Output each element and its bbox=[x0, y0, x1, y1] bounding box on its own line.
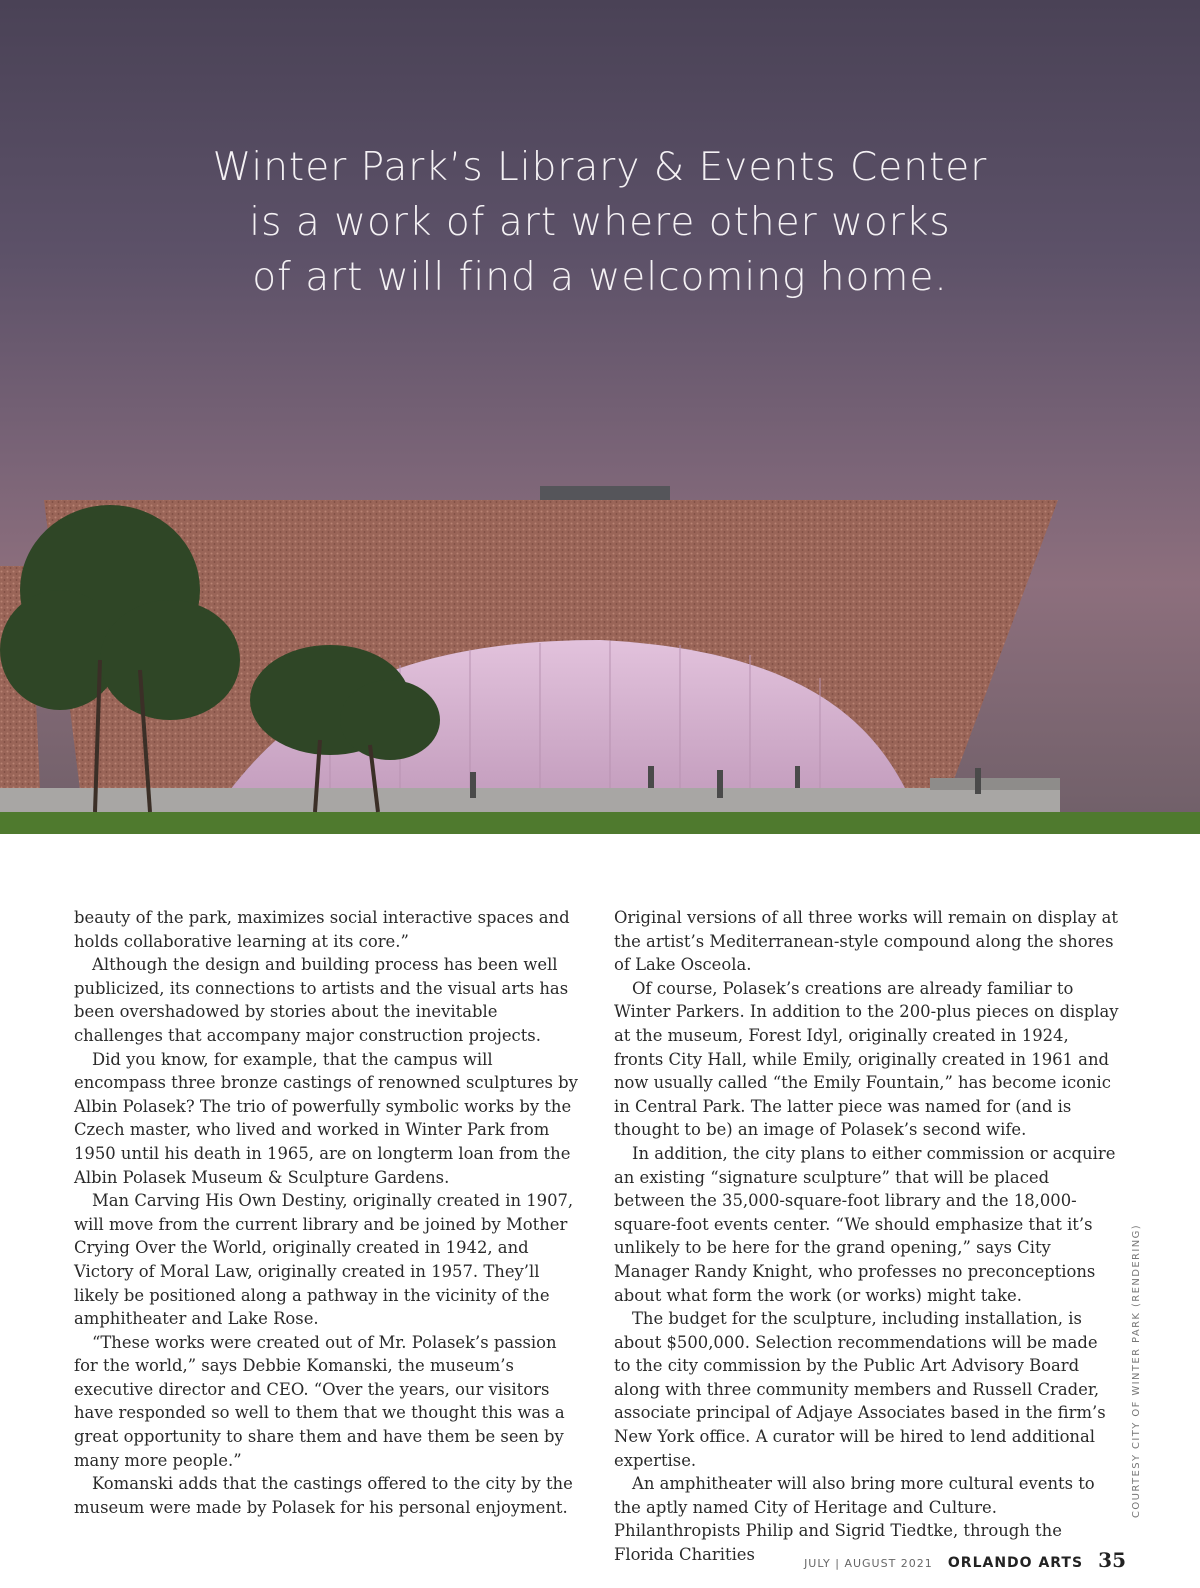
paragraph: An amphitheater will also bring more cultural events to the aptly named City of Heritage and Culture. Philanthropists Philip and Sigrid Tiedtke, through the Florida Charities bbox=[614, 1474, 1095, 1565]
headline-line: is a work of art where other works bbox=[249, 200, 951, 245]
headline bbox=[100, 140, 1100, 305]
page-number: 35 bbox=[1098, 1548, 1126, 1572]
paragraph: Original versions of all three works will remain on display at the artist’s Mediterranean-style compound along the shores of Lake Osceola. bbox=[614, 908, 1118, 975]
body-column-right bbox=[614, 906, 1119, 1567]
paragraph: “These works were created out of Mr. Polasek’s passion for the world,” says Debbie Komanski, the museum’s executive director and CEO. “Over the years, our visitors have responded so well to them that we thought this was a great opportunity to share them and have them be seen by many more people.” bbox=[74, 1332, 565, 1470]
magazine-name: ORLANDO ARTS bbox=[947, 1555, 1084, 1571]
paragraph: Of course, Polasek’s creations are already familiar to Winter Parkers. In addition to the 200-plus pieces on display at the museum, Forest Idyl, originally created in 1924, fronts City Hall, while Emily, originally created in 1961 and now usually called “the Emily Fountain,” has become iconic in Central Park. The latter piece was named for (and is thought to be) an image of Polasek’s second wife. bbox=[614, 978, 1119, 1140]
page-footer bbox=[804, 1548, 1126, 1572]
paragraph: Man Carving His Own Destiny, originally created in 1907, will move from the current library and be joined by Mother Crying Over the World, originally created in 1942, and Victory of Moral Law, originally created in 1957. They’ll likely be positioned along a pathway in the vicinity of the amphitheater and Lake Rose. bbox=[74, 1191, 574, 1329]
paragraph: Did you know, for example, that the campus will encompass three bronze castings of renowned sculptures by Albin Polasek? The trio of powerfully symbolic works by the Czech master, who lived and worked in Winter Park from 1950 until his death in 1965, are on longterm loan from the Albin Polasek Museum & Sculpture Gardens. bbox=[74, 1049, 578, 1187]
paragraph: Although the design and building process has been well publicized, its connections to artists and the visual arts has been overshadowed by stories about the inevitable challenges that accompany major construction projects. bbox=[74, 955, 569, 1045]
photo-credit: COURTESY CITY OF WINTER PARK (RENDERING) bbox=[1131, 1223, 1142, 1518]
paragraph: The budget for the sculpture, including installation, is about $500,000. Selection recommendations will be made to the city commission by the Public Art Advisory Board along with three community members and Russell Crader, associate principal of Adjaye Associates based in the firm’s New York office. A curator will be hired to lend additional expertise. bbox=[614, 1309, 1106, 1470]
headline-line: of art will find a welcoming home. bbox=[252, 255, 948, 300]
paragraph: Komanski adds that the castings offered to the city by the museum were made by Polasek for his personal enjoyment. bbox=[74, 1474, 573, 1517]
lawn bbox=[0, 812, 1200, 834]
bench bbox=[930, 778, 1060, 790]
plinth-wall bbox=[0, 788, 1060, 814]
paragraph: beauty of the park, maximizes social interactive spaces and holds collaborative learning at its core.” bbox=[74, 908, 570, 951]
paragraph: In addition, the city plans to either commission or acquire an existing “signature sculpture” that will be placed between the 35,000-square-foot library and the 18,000-square-foot events center. “We should emphasize that it’s unlikely to be here for the grand opening,” says City Manager Randy Knight, who professes no preconceptions about what form the work (or works) might take. bbox=[614, 1143, 1116, 1305]
issue-date: JULY | AUGUST 2021 bbox=[804, 1557, 933, 1570]
body-column-left bbox=[74, 906, 579, 1519]
headline-line: Winter Park’s Library & Events Center bbox=[212, 145, 988, 190]
